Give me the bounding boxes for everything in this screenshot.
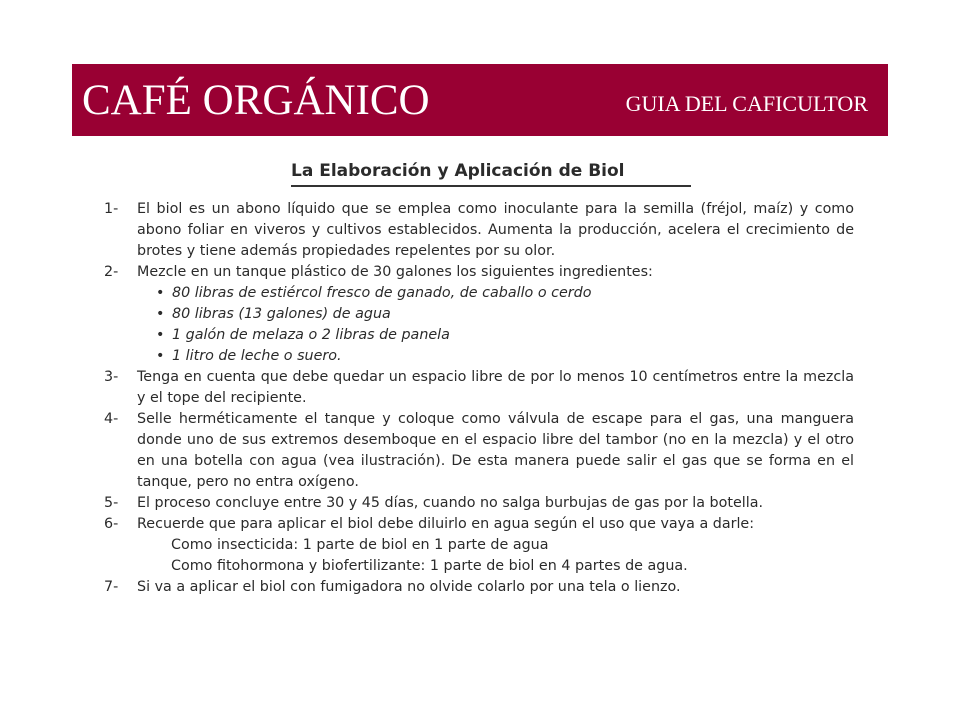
item-text: Selle herméticamente el tanque y coloque como válvula de escape para el gas, una manguera donde uno de sus extremos desemboque en el espacio libre del tambor (no en la mezcla) y el otro en una botella con agua (vea ilustración). De esta manera puede salir el gas que se forma en el tanque, pero no entra oxígeno.: [137, 411, 854, 490]
item-number: 3-: [104, 369, 119, 385]
item-text: Recuerde que para aplicar el biol debe diluirlo en agua según el uso que vaya a darle:: [137, 516, 755, 532]
item-text: Si va a aplicar el biol con fumigadora no olvide colarlo por una tela o lienzo.: [137, 579, 681, 595]
ingredient-item: • 1 galón de melaza o 2 libras de panela: [104, 325, 854, 346]
list-item: [104, 409, 854, 493]
item-number: 7-: [104, 579, 119, 595]
list-item: [104, 262, 854, 283]
dilution-line: Como fitohormona y biofertilizante: 1 parte de biol en 4 partes de agua.: [171, 558, 688, 574]
list-item: [104, 199, 854, 262]
item-number: 2-: [104, 264, 119, 280]
document-title: La Elaboración y Aplicación de Biol: [291, 159, 691, 187]
list-item: [104, 493, 854, 514]
ingredient-item: • 80 libras (13 galones) de agua: [104, 304, 854, 325]
item-text: Mezcle en un tanque plástico de 30 galones los siguientes ingredientes:: [137, 264, 653, 280]
item-number: 4-: [104, 411, 119, 427]
item-text: El proceso concluye entre 30 y 45 días, cuando no salga burbujas de gas por la botella.: [137, 495, 764, 511]
item-text: El biol es un abono líquido que se emplea como inoculante para la semilla (fréjol, maíz) y como abono foliar en viveros y cultivos establecidos. Aumenta la producción, acelera el crecimiento de brotes y tiene además propiedades repelentes por su olor.: [137, 201, 854, 259]
item-number: 5-: [104, 495, 119, 511]
ingredient-item: • 1 litro de leche o suero.: [104, 346, 854, 367]
dilution-line: Como insecticida: 1 parte de biol en 1 parte de agua: [171, 537, 549, 553]
list-item: [104, 514, 854, 535]
banner-title: CAFÉ ORGÁNICO: [82, 77, 430, 124]
instruction-list: [104, 199, 854, 598]
item-number: 6-: [104, 516, 119, 532]
list-item: [104, 577, 854, 598]
ingredient-list: [104, 283, 854, 367]
ingredient-item: • 80 libras de estiércol fresco de ganado, de caballo o cerdo: [104, 283, 854, 304]
list-item: [104, 367, 854, 409]
item-number: 1-: [104, 201, 119, 217]
header-banner: [72, 64, 888, 136]
banner-subtitle: GUIA DEL CAFICULTOR: [625, 91, 868, 116]
item-text: Tenga en cuenta que debe quedar un espacio libre de por lo menos 10 centímetros entre la mezcla y el tope del recipiente.: [137, 369, 854, 406]
